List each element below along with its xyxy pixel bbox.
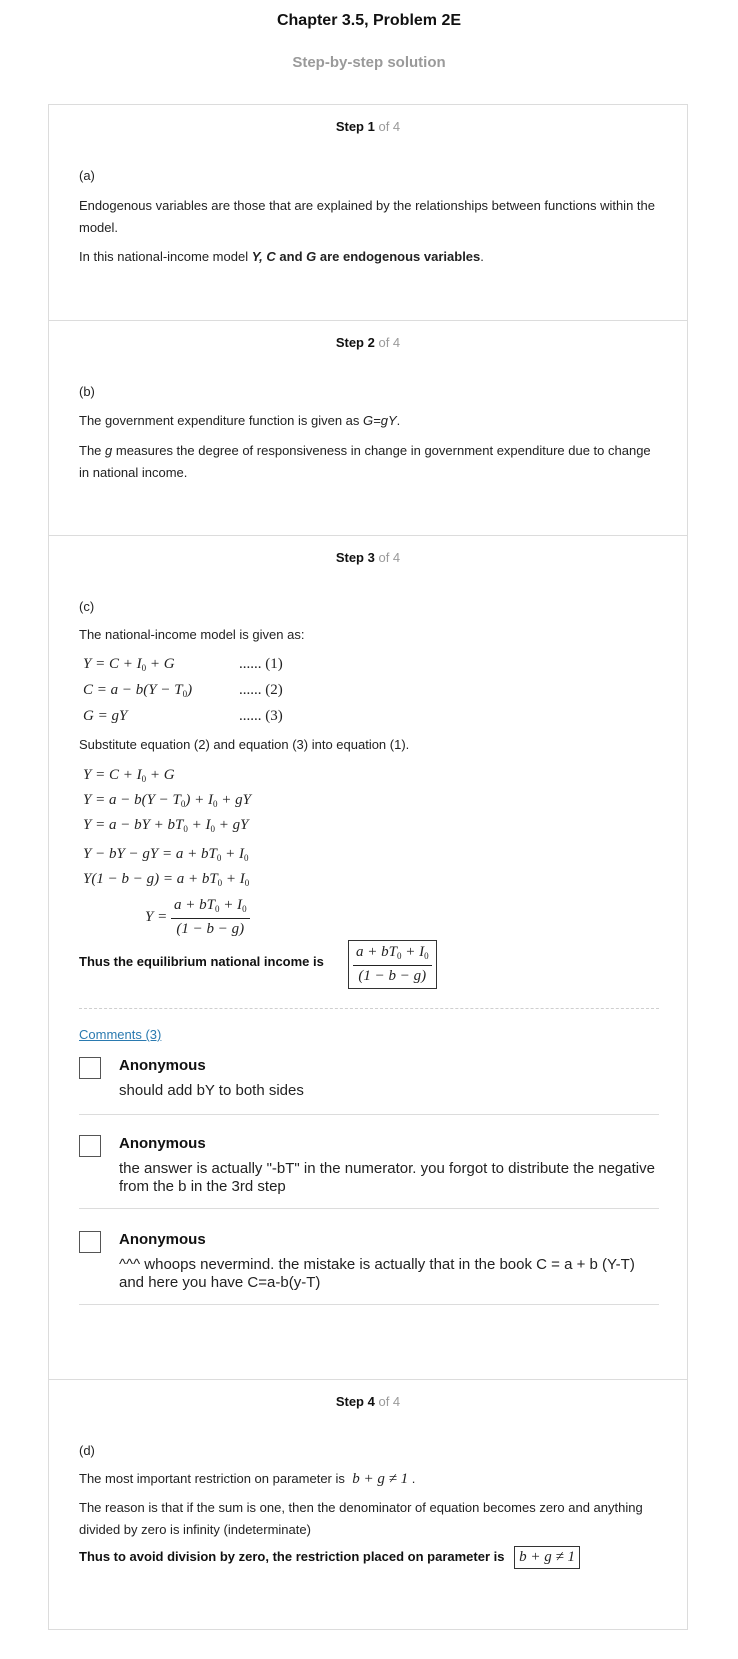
text: are endogenous variables <box>316 249 481 264</box>
solution-container <box>48 104 688 1630</box>
equation-tag: ...... (3) <box>239 708 283 724</box>
step-2-paragraph-1 <box>79 410 659 432</box>
step-1-paragraph-2 <box>79 246 659 268</box>
page-subtitle: Step-by-step solution <box>292 54 446 71</box>
comment-text: ^^^ whoops nevermind. the mistake is actually that in the book C = a + b (Y-T) and here you have C=a-b(y-T) <box>119 1256 635 1291</box>
boxed-result: $\frac{a + bT_0 + I_0}{(1 - b - g)}$ <box>348 940 437 989</box>
text: Thus to avoid division by zero, the restriction placed on parameter is <box>79 1548 505 1564</box>
comment-3 <box>79 1231 659 1305</box>
step-1-paragraph-1: Endogenous variables are those that are explained by the relationships between functions within the model. <box>79 198 655 235</box>
comments-link[interactable]: Comments (3) <box>79 1027 162 1042</box>
step-count: of 4 <box>378 1394 401 1409</box>
part-label: (c) <box>79 599 95 614</box>
text: G=gY <box>363 413 397 428</box>
derivation-line-2: $Y = a - b(Y - T_0) + I_0$ + gY <box>83 792 251 809</box>
text: G <box>306 249 317 264</box>
step-4-paragraph-2: The reason is that if the sum is one, then the denominator of equation becomes zero and anything divided by zero is infinity (indeterminate) <box>79 1500 643 1537</box>
comment-checkbox[interactable] <box>79 1135 101 1157</box>
comment-author: Anonymous <box>119 1057 206 1074</box>
fraction: $\frac{a + bT_0 + I_0}{(1 - b - g)}$ <box>171 896 250 939</box>
step-4-conclusion <box>79 1546 580 1569</box>
text: Y, C <box>251 249 276 264</box>
comment-checkbox[interactable] <box>79 1231 101 1253</box>
text: g <box>105 443 113 458</box>
text: . <box>411 1471 416 1486</box>
text: . <box>480 249 484 264</box>
step-label: Step 3 <box>335 550 375 565</box>
step-3-intro: The national-income model is given as: <box>79 627 305 642</box>
page-title: Chapter 3.5, Problem 2E <box>276 12 462 29</box>
comment-author: Anonymous <box>119 1231 206 1248</box>
derivation-line-1: $Y = C + I_0 + G$ <box>83 767 175 784</box>
step-2 <box>49 321 687 536</box>
equation-tag: ...... (2) <box>239 682 283 698</box>
part-label: (d) <box>79 1443 95 1458</box>
equation-tag: ...... (1) <box>239 656 283 672</box>
comment-1 <box>79 1057 659 1115</box>
step-label: Step 2 <box>335 335 375 350</box>
comment-text: should add bY to both sides <box>119 1082 304 1099</box>
equation-1: $Y = C + I_0 + G$ <box>83 656 175 673</box>
step-4-paragraph-1 <box>79 1468 659 1490</box>
comment-author: Anonymous <box>119 1135 206 1152</box>
text: measures the degree of responsiveness in change in government expenditure due to change in national income. <box>79 443 651 480</box>
step-1 <box>49 105 687 321</box>
text: and <box>275 249 307 264</box>
step-count: of 4 <box>378 119 401 134</box>
step-3-substitute-text: Substitute equation (2) and equation (3) into equation (1). <box>79 737 410 752</box>
derivation-line-3: Y = a − bY + $bT_0 + I_0$ + gY <box>83 817 249 834</box>
text: . <box>396 413 401 428</box>
equation-2: $C = a - b(Y - T_0)$ <box>83 682 193 699</box>
step-1-header <box>49 119 687 134</box>
step-4 <box>49 1380 687 1629</box>
text: In this national-income model <box>79 249 252 264</box>
equation-3: G = gY <box>83 708 128 724</box>
text: The government expenditure function is given as <box>79 413 364 428</box>
text: Thus the equilibrium national income is <box>79 954 324 969</box>
part-label: (b) <box>79 384 95 399</box>
text: The most important restriction on parameter is <box>79 1471 345 1486</box>
step-count: of 4 <box>378 550 401 565</box>
step-3 <box>49 536 687 1380</box>
step-4-header <box>49 1394 687 1409</box>
divider <box>79 1008 659 1009</box>
step-3-header <box>49 550 687 565</box>
step-label: Step 1 <box>335 119 375 134</box>
step-2-header <box>49 335 687 350</box>
step-count: of 4 <box>378 335 401 350</box>
comment-text: the answer is actually "-bT" in the numerator. you forgot to distribute the negative from the b in the 3rd step <box>119 1160 655 1195</box>
step-label: Step 4 <box>335 1394 375 1409</box>
restriction-inline: b + g ≠ 1 <box>348 1471 409 1487</box>
step-3-conclusion <box>79 954 324 969</box>
comment-checkbox[interactable] <box>79 1057 101 1079</box>
comment-2 <box>79 1135 659 1209</box>
text: The <box>79 443 106 458</box>
derivation-line-5: $Y(1 - b - g) = a + bT_0 + I_0$ <box>83 871 250 888</box>
step-2-paragraph-2 <box>79 440 659 484</box>
derivation-line-6: Y = $\frac{a + bT_0 + I_0}{(1 - b - g)}$ <box>145 896 250 939</box>
derivation-line-4: Y − bY − gY = $a + bT_0 + I_0$ <box>83 846 249 863</box>
part-label: (a) <box>79 168 95 183</box>
boxed-restriction: b + g ≠ 1 <box>514 1546 580 1569</box>
